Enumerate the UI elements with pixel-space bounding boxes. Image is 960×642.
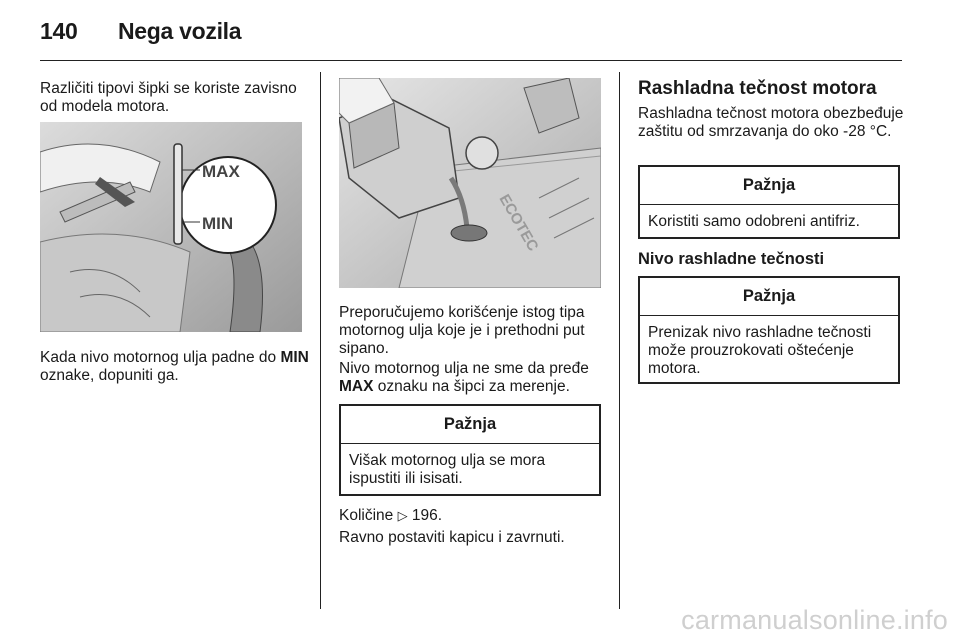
dipstick-illustration	[40, 122, 302, 332]
reference-label: Količine	[339, 507, 394, 524]
coolant-level-heading: Nivo rashladne tečnosti	[638, 250, 825, 268]
max-level-text-2: oznaku na šipci za merenje.	[373, 378, 570, 395]
coolant-paragraph: Rashladna tečnost motora obezbeđuje zaštitu od smrzavanja do oko -28 °C.	[638, 105, 904, 140]
reference-page[interactable]: 196.	[411, 507, 443, 524]
page-title: Nega vozila	[118, 18, 242, 44]
cap-paragraph: Ravno postaviti kapicu i zavrnuti.	[339, 529, 565, 546]
page-header	[40, 18, 241, 45]
engine-cover-text: ECOTEC	[495, 191, 542, 255]
notice-text: Višak motornog ulja se mora ispustiti ili isisati.	[349, 452, 546, 487]
header-rule	[40, 60, 902, 61]
notice-title: Pažnja	[640, 167, 898, 205]
page-number: 140	[40, 18, 78, 44]
page-reference-icon: ▷	[397, 509, 408, 524]
max-level-paragraph	[339, 360, 604, 396]
max-label: MAX	[202, 162, 240, 181]
low-oil-text-2: oznake, dopuniti ga.	[40, 367, 179, 384]
min-label: MIN	[202, 214, 234, 233]
notice-title: Pažnja	[640, 278, 898, 316]
notice-box-excess-oil	[339, 404, 601, 496]
low-oil-text-1: Kada nivo motornog ulja padne do	[40, 349, 281, 366]
watermark: carmanualsonline.info	[681, 605, 948, 635]
column-divider-1	[320, 72, 321, 609]
notice-title: Pažnja	[341, 406, 599, 444]
notice-box-antifreeze	[638, 165, 900, 239]
min-marker-text: MIN	[280, 349, 309, 366]
notice-text: Prenizak nivo rashladne tečnosti može prouzrokovati oštećenje motora.	[648, 324, 872, 377]
quantities-reference	[339, 507, 604, 526]
max-level-text-1: Nivo motornog ulja ne sme da pređe	[339, 360, 589, 377]
recommendation-paragraph: Preporučujemo korišćenje istog tipa motornog ulja koje je i prethodni put sipano.	[339, 304, 585, 357]
notice-text: Koristiti samo odobreni antifriz.	[648, 213, 860, 230]
oil-filling-illustration	[339, 78, 601, 288]
coolant-heading: Rashladna tečnost motora	[638, 78, 877, 99]
intro-paragraph: Različiti tipovi šipki se koriste zavisno od modela motora.	[40, 80, 297, 115]
low-oil-paragraph	[40, 349, 315, 385]
column-divider-2	[619, 72, 620, 609]
notice-box-low-coolant	[638, 276, 900, 384]
max-marker-text: MAX	[339, 378, 374, 395]
